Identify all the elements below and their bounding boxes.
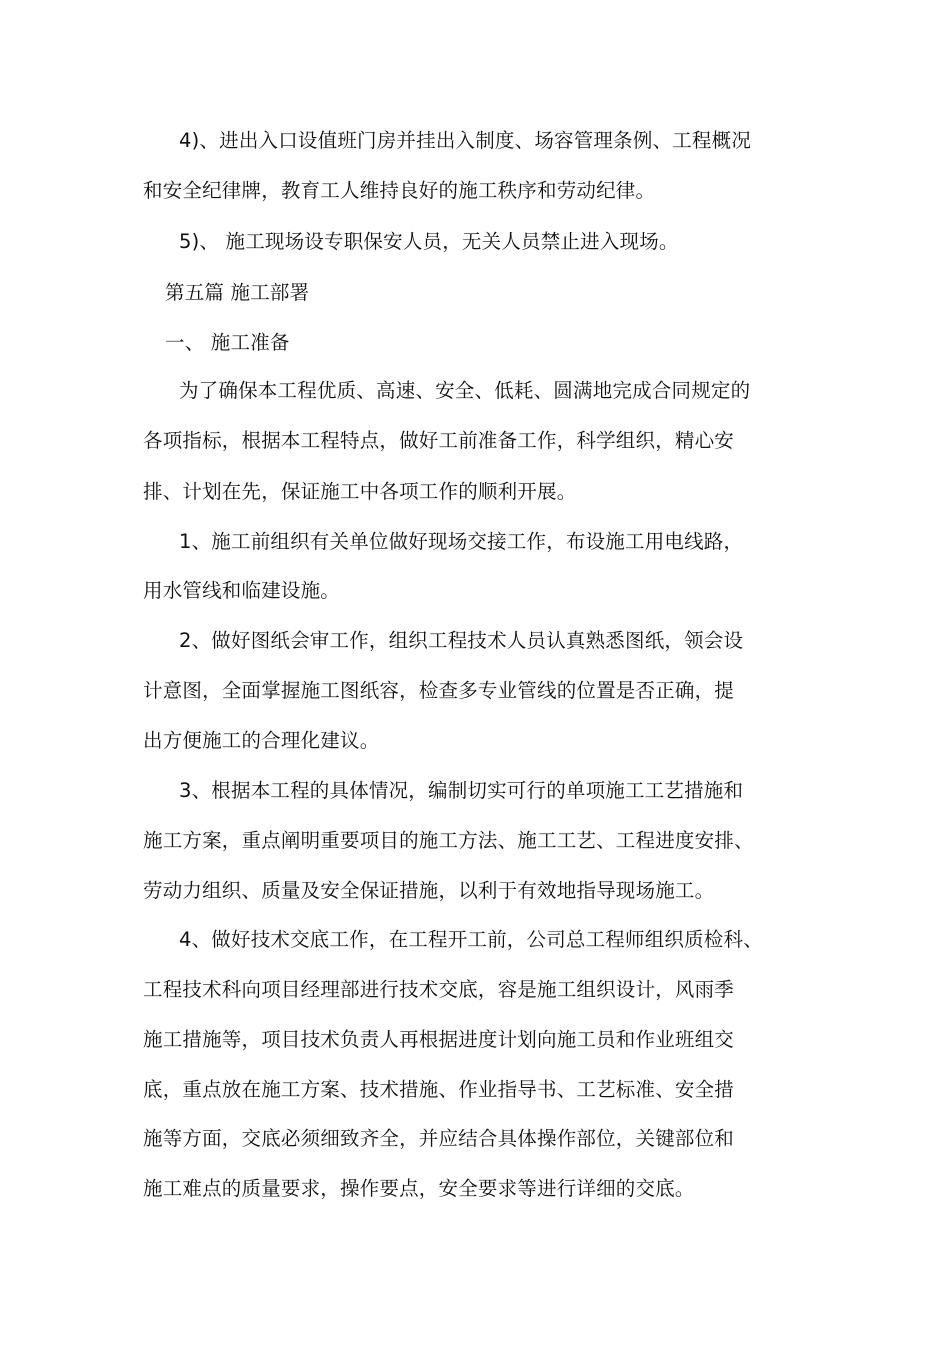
paragraph-line: 4)、进出入口设值班门房并挂出入制度、场容管理条例、工程概况 <box>179 129 752 152</box>
paragraph-line: 工程技术科向项目经理部进行技术交底，容是施工组织设计，风雨季 <box>143 978 735 1001</box>
paragraph-line: 和安全纪律牌，教育工人维持良好的施工秩序和劳动纪律。 <box>143 179 656 202</box>
paragraph-line: 为了确保本工程优质、高速、安全、低耗、圆满地完成合同规定的 <box>179 379 751 402</box>
paragraph-line: 施等方面，交底必须细致齐全，并应结合具体操作部位，关键部位和 <box>143 1127 735 1150</box>
paragraph-line: 施工措施等，项目技术负责人再根据进度计划向施工员和作业班组交 <box>143 1028 735 1051</box>
paragraph-line: 施工难点的质量要求，操作要点，安全要求等进行详细的交底。 <box>143 1177 695 1200</box>
paragraph-line: 各项指标，根据本工程特点，做好工前准备工作，科学组织，精心安 <box>143 429 735 452</box>
paragraph-line: 2、做好图纸会审工作，组织工程技术人员认真熟悉图纸，领会设 <box>179 629 744 652</box>
paragraph-line: 出方便施工的合理化建议。 <box>143 729 380 752</box>
paragraph-line: 排、计划在先，保证施工中各项工作的顺利开展。 <box>143 480 577 503</box>
paragraph-line: 施工方案，重点阐明重要项目的施工方法、施工工艺、工程进度安排、 <box>143 829 754 852</box>
paragraph-line: 劳动力组织、质量及安全保证措施，以利于有效地指导现场施工。 <box>143 879 715 902</box>
paragraph-line: 5)、 施工现场设专职保安人员，无关人员禁止进入现场。 <box>179 230 679 253</box>
paragraph-line: 1、施工前组织有关单位做好现场交接工作，布设施工用电线路， <box>179 530 744 553</box>
paragraph-line: 底，重点放在施工方案、技术措施、作业指导书、工艺标准、安全措 <box>143 1078 735 1101</box>
subsection-heading: 一、 施工准备 <box>165 331 290 354</box>
paragraph-line: 3、根据本工程的具体情况，编制切实可行的单项施工工艺措施和 <box>179 779 744 802</box>
paragraph-line: 计意图，全面掌握施工图纸容，检查多专业管线的位置是否正确，提 <box>143 679 735 702</box>
paragraph-line: 4、做好技术交底工作，在工程开工前，公司总工程师组织质检科、 <box>179 928 763 951</box>
section-heading: 第五篇 施工部署 <box>165 281 310 304</box>
paragraph-line: 用水管线和临建设施。 <box>143 579 341 602</box>
